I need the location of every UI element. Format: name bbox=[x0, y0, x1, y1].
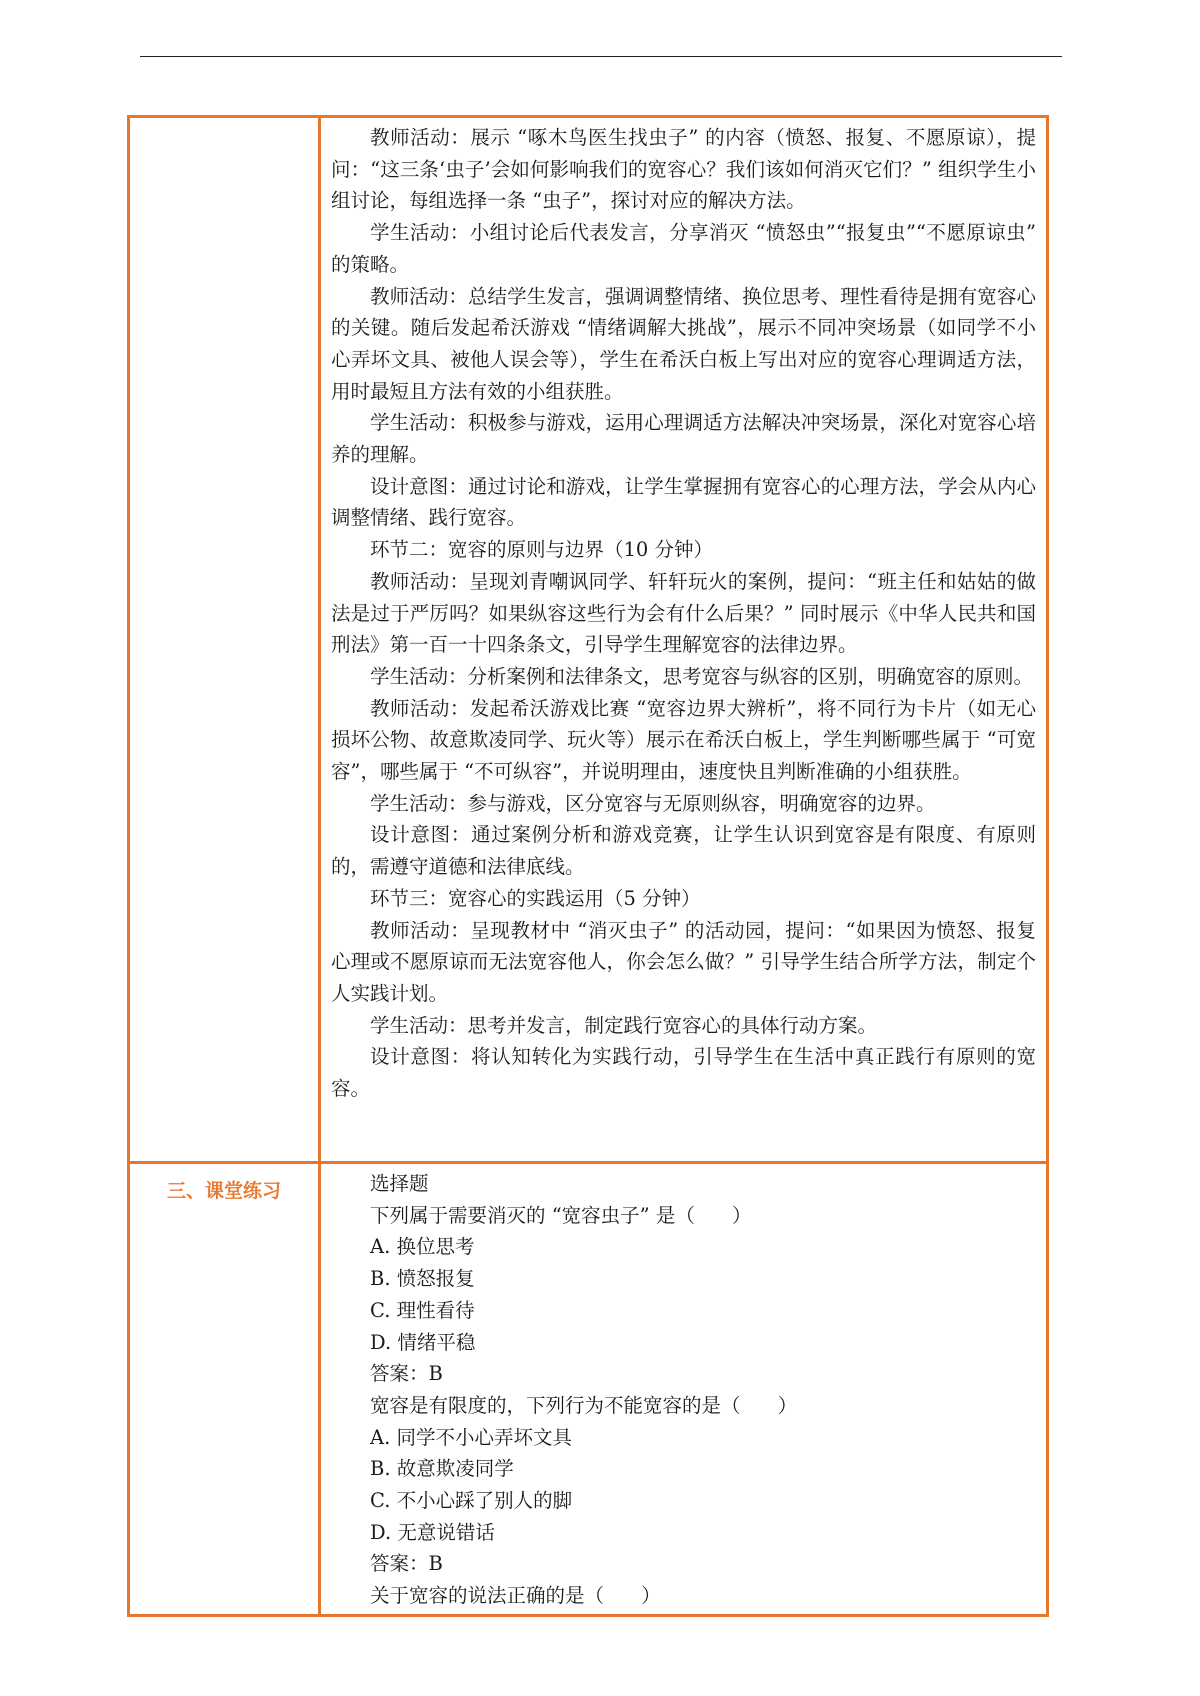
option: B. 愤怒报复 bbox=[370, 1267, 475, 1291]
answer: 答案：B bbox=[370, 1362, 443, 1386]
question-stem: 宽容是有限度的，下列行为不能宽容的是（ ） bbox=[370, 1393, 798, 1417]
section-label-exercise: 三、课堂练习 bbox=[166, 1180, 281, 1202]
option: A. 同学不小心弄坏文具 bbox=[370, 1425, 572, 1449]
exercise-heading: 选择题 bbox=[370, 1172, 429, 1195]
paragraph: 学生活动：分析案例和法律条文，思考宽容与纵容的区别，明确宽容的原则。 bbox=[370, 664, 1034, 688]
exercise-content-cell bbox=[320, 1163, 1048, 1616]
lesson-plan-table bbox=[127, 115, 1049, 1617]
question-stem: 下列属于需要消灭的 “宽容虫子” 是（ ） bbox=[370, 1203, 752, 1227]
section-heading: 环节三：宽容心的实践运用（5 分钟） bbox=[370, 886, 701, 910]
option: D. 情绪平稳 bbox=[370, 1330, 476, 1354]
section-label-cell bbox=[129, 117, 320, 1163]
paragraph: 学生活动：参与游戏，区分宽容与无原则纵容，明确宽容的边界。 bbox=[370, 791, 936, 815]
section-label bbox=[130, 118, 318, 130]
paragraph: 设计意图：通过讨论和游戏，让学生掌握拥有宽容心的心理方法，学会从内心调整情绪、践行宽容。 bbox=[331, 474, 1036, 530]
paragraph: 设计意图：通过案例分析和游戏竞赛，让学生认识到宽容是有限度、有原则的，需遵守道德和法律底线。 bbox=[331, 823, 1036, 879]
option: D. 无意说错话 bbox=[370, 1520, 495, 1544]
activities-content-cell bbox=[320, 117, 1048, 1163]
table-row-exercise bbox=[129, 1163, 1048, 1616]
paragraph: 教师活动：发起希沃游戏比赛 “宽容边界大辨析”，将不同行为卡片（如无心损坏公物、故意欺凌同学、玩火等）展示在希沃白板上，学生判断哪些属于 “可宽容”，哪些属于 “不可纵容”，并说明理由，速度快且判断准确的小组获胜。 bbox=[331, 696, 1036, 784]
paragraph: 学生活动：思考并发言，制定践行宽容心的具体行动方案。 bbox=[370, 1013, 878, 1037]
paragraph: 设计意图：将认知转化为实践行动，引导学生在生活中真正践行有原则的宽容。 bbox=[331, 1045, 1036, 1101]
section-heading: 环节二：宽容的原则与边界（10 分钟） bbox=[370, 538, 714, 562]
paragraph: 教师活动：呈现教材中 “消灭虫子” 的活动园，提问：“如果因为愤怒、报复心理或不愿原谅而无法宽容他人，你会怎么做？” 引导学生结合所学方法，制定个人实践计划。 bbox=[331, 918, 1036, 1005]
paragraph: 教师活动：呈现刘青嘲讽同学、轩轩玩火的案例，提问：“班主任和姑姑的做法是过于严厉吗？如果纵容这些行为会有什么后果？” 同时展示《中华人民共和国刑法》第一百一十四条条文，引导学生理解宽容的法律边界。 bbox=[331, 569, 1036, 657]
answer: 答案：B bbox=[370, 1552, 443, 1576]
table-row-activities bbox=[129, 117, 1048, 1163]
option: A. 换位思考 bbox=[370, 1235, 475, 1259]
header-rule bbox=[140, 56, 1062, 57]
question-stem: 关于宽容的说法正确的是（ ） bbox=[370, 1584, 661, 1608]
paragraph: 学生活动：积极参与游戏，运用心理调适方法解决冲突场景，深化对宽容心培养的理解。 bbox=[331, 411, 1036, 467]
paragraph: 教师活动：总结学生发言，强调调整情绪、换位思考、理性看待是拥有宽容心的关键。随后发起希沃游戏 “情绪调解大挑战”，展示不同冲突场景（如同学不小心弄坏文具、被他人误会等），学生在希沃白板上写出对应的宽容心理调适方法，用时最短且方法有效的小组获胜。 bbox=[331, 284, 1036, 403]
option: C. 不小心踩了别人的脚 bbox=[370, 1489, 573, 1513]
option: B. 故意欺凌同学 bbox=[370, 1457, 514, 1481]
paragraph: 教师活动：展示 “啄木鸟医生找虫子” 的内容（愤怒、报复、不愿原谅），提问：“这三条‘虫子’会如何影响我们的宽容心？我们该如何消灭它们？” 组织学生小组讨论，每组选择一条 “虫子”，探讨对应的解决方法。 bbox=[331, 126, 1036, 213]
section-label-cell bbox=[129, 1163, 320, 1616]
paragraph: 学生活动：小组讨论后代表发言，分享消灭 “愤怒虫”“报复虫”“不愿原谅虫” 的策略。 bbox=[331, 221, 1036, 276]
option: C. 理性看待 bbox=[370, 1298, 475, 1322]
